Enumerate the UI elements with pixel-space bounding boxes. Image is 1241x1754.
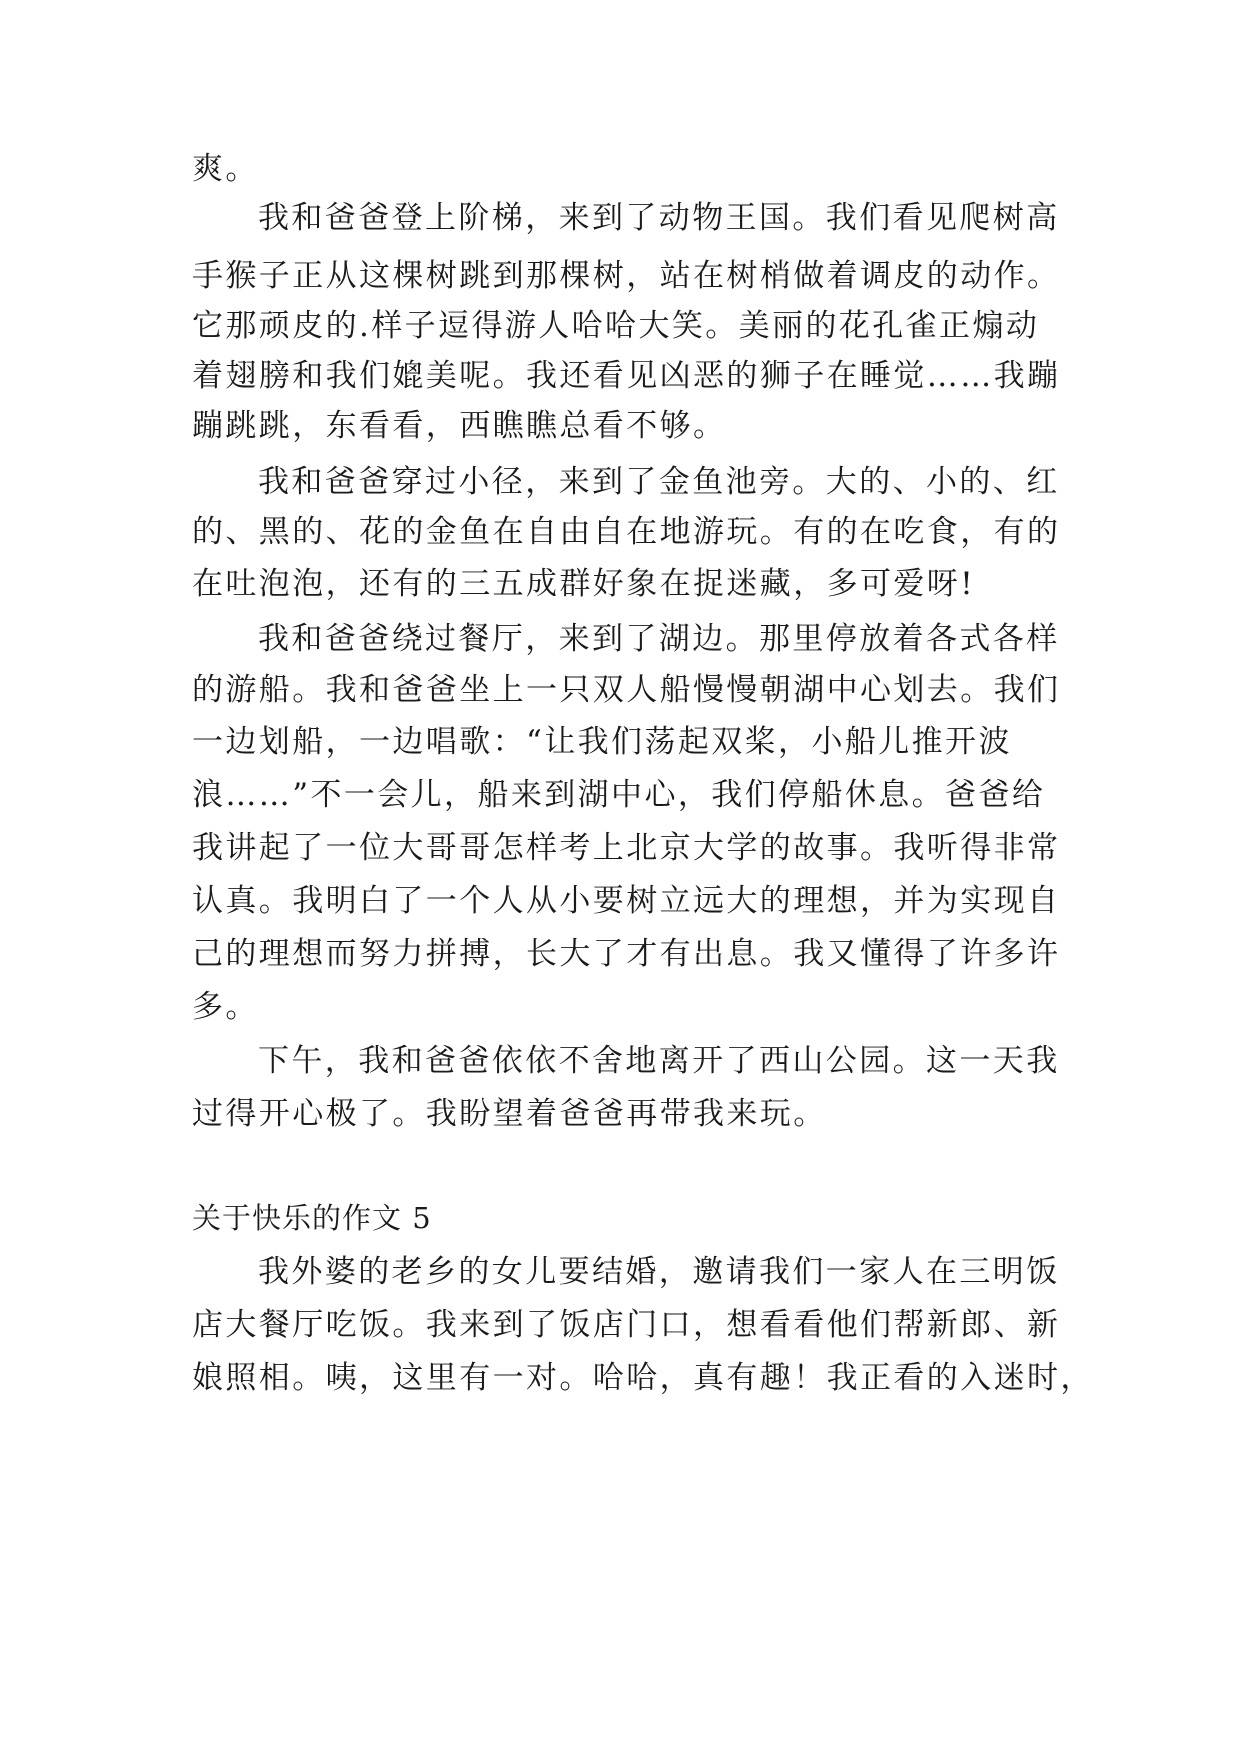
- paragraph-first-line: 我和爸爸穿过小径，来到了金鱼池旁。大的、小的、红: [258, 464, 1060, 500]
- text-line: 爽。: [192, 151, 259, 187]
- text-line: 多。: [192, 989, 259, 1025]
- text-line: 在吐泡泡，还有的三五成群好象在捉迷藏，多可爱呀!: [192, 566, 976, 602]
- paragraph-first-line: 我外婆的老乡的女儿要结婚，邀请我们一家人在三明饭: [258, 1254, 1060, 1290]
- text-line: 一边划船，一边唱歌：“让我们荡起双桨，小船儿推开波: [192, 724, 1012, 760]
- text-line: 着翅膀和我们媲美呢。我还看见凶恶的狮子在睡觉……我蹦: [192, 358, 1061, 394]
- text-line: 浪……”不一会儿，船来到湖中心，我们停船休息。爸爸给: [192, 777, 1046, 813]
- text-line: 过得开心极了。我盼望着爸爸再带我来玩。: [192, 1096, 827, 1132]
- text-line: 手猴子正从这棵树跳到那棵树，站在树梢做着调皮的动作。: [192, 258, 1061, 294]
- text-line: 认真。我明白了一个人从小要树立远大的理想，并为实现自: [192, 883, 1061, 919]
- paragraph-first-line: 我和爸爸绕过餐厅，来到了湖边。那里停放着各式各样: [258, 621, 1060, 657]
- paragraph-first-line: 我和爸爸登上阶梯，来到了动物王国。我们看见爬树高: [258, 200, 1060, 236]
- text-line: 己的理想而努力拼搏，长大了才有出息。我又懂得了许多许: [192, 936, 1061, 972]
- paragraph-first-line: 下午，我和爸爸依依不舍地离开了西山公园。这一天我: [258, 1043, 1060, 1079]
- text-line: 的游船。我和爸爸坐上一只双人船慢慢朝湖中心划去。我们: [192, 672, 1061, 708]
- section-title: 关于快乐的作文 5: [192, 1201, 432, 1235]
- text-line: 蹦跳跳，东看看，西瞧瞧总看不够。: [192, 408, 727, 444]
- text-line: 娘照相。咦，这里有一对。哈哈，真有趣！我正看的入迷时，: [192, 1360, 1094, 1396]
- text-line: 的、黑的、花的金鱼在自由自在地游玩。有的在吃食，有的: [192, 514, 1061, 550]
- text-line: 它那顽皮的.样子逗得游人哈哈大笑。美丽的花孔雀正煽动: [192, 308, 1040, 344]
- text-line: 我讲起了一位大哥哥怎样考上北京大学的故事。我听得非常: [192, 830, 1061, 866]
- text-line: 店大餐厅吃饭。我来到了饭店门口，想看看他们帮新郎、新: [192, 1307, 1061, 1343]
